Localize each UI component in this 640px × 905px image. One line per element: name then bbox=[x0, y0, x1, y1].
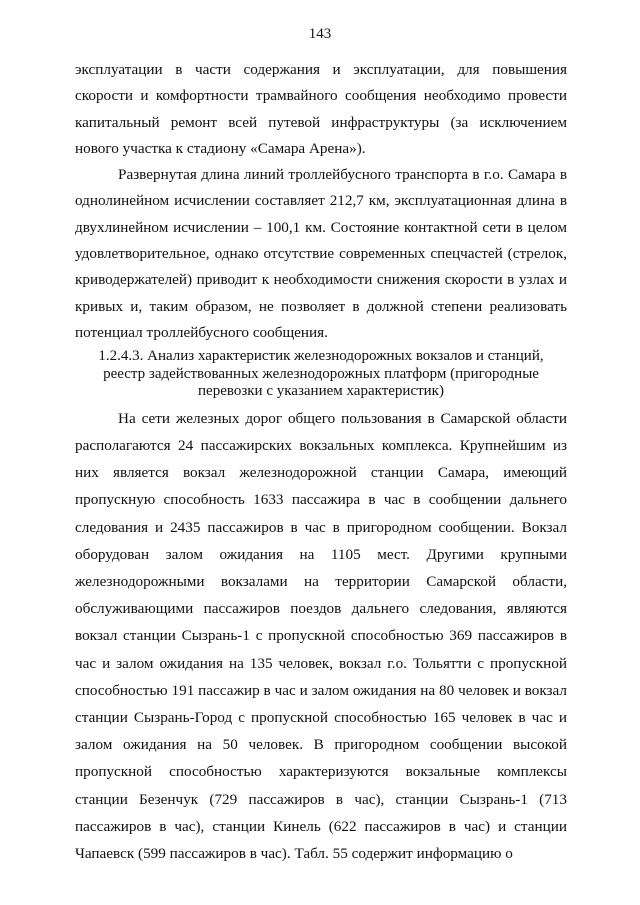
paragraph-tram-repair: эксплуатации в части содержания и эксплуатации, для повышения скорости и комфортности трамвайного сообщения необходимо провести капитальный ремонт всей путевой инфраструктуры (за исключением нового участка к стадиону «Самара Арена»). bbox=[75, 61, 567, 157]
paragraph-trolleybus-network: Развернутая длина линий троллейбусного транспорта в г.о. Самара в однолинейном исчислении составляет 212,7 км, эксплуатационная длина в двухлинейном исчислении – 100,1 км. Состояние контактной сети в целом удовлетворительное, однако отсутствие современных спецчастей (стрелок, криводержателей) приводит к необходимости снижения скорости в узлах и кривых и, таким образом, не позволяет в должной степени реализовать потенциал троллейбусного сообщения. bbox=[75, 166, 567, 341]
page-number: 143 bbox=[308, 26, 332, 42]
paragraph-railway-stations: На сети железных дорог общего пользования в Самарской области располагаются 24 пассажирских вокзальных комплекса. Крупнейшим из них является вокзал железнодорожной станции Самара, имеющий пропускную способность 1633 пассажира в час в сообщении дальнего следования и 2435 пассажиров в час в пригородном сообщении. Вокзал оборудован залом ожидания на 1105 мест. Другими крупными железнодорожными вокзалами на территории Самарской области, обслуживающими пассажиров поездов дальнего следования, являются вокзал станции Сызрань-1 с пропускной способностью 369 пассажиров в час и залом ожидания на 135 человек, вокзал г.о. Тольятти с пропускной способностью 191 пассажир в час и залом ожидания на 80 человек и вокзал станции Сызрань-Город с пропускной способностью 165 человек в час и залом ожидания на 50 человек. В пригородном сообщении высокой пропускной способностью характеризуются вокзальные комплексы станции Безенчук (729 пассажиров в час), станции Сызрань-1 (713 пассажиров в час), станции Кинель (622 пассажиров в час) и станции Чапаевск (599 пассажиров в час). Табл. 55 содержит информацию о bbox=[75, 409, 567, 863]
section-heading: 1.2.4.3. Анализ характеристик железнодорожных вокзалов и станций, реестр задействованных железнодорожных платформ (пригородные перевозки с указанием характеристик) bbox=[98, 348, 544, 400]
document-body bbox=[75, 57, 567, 867]
